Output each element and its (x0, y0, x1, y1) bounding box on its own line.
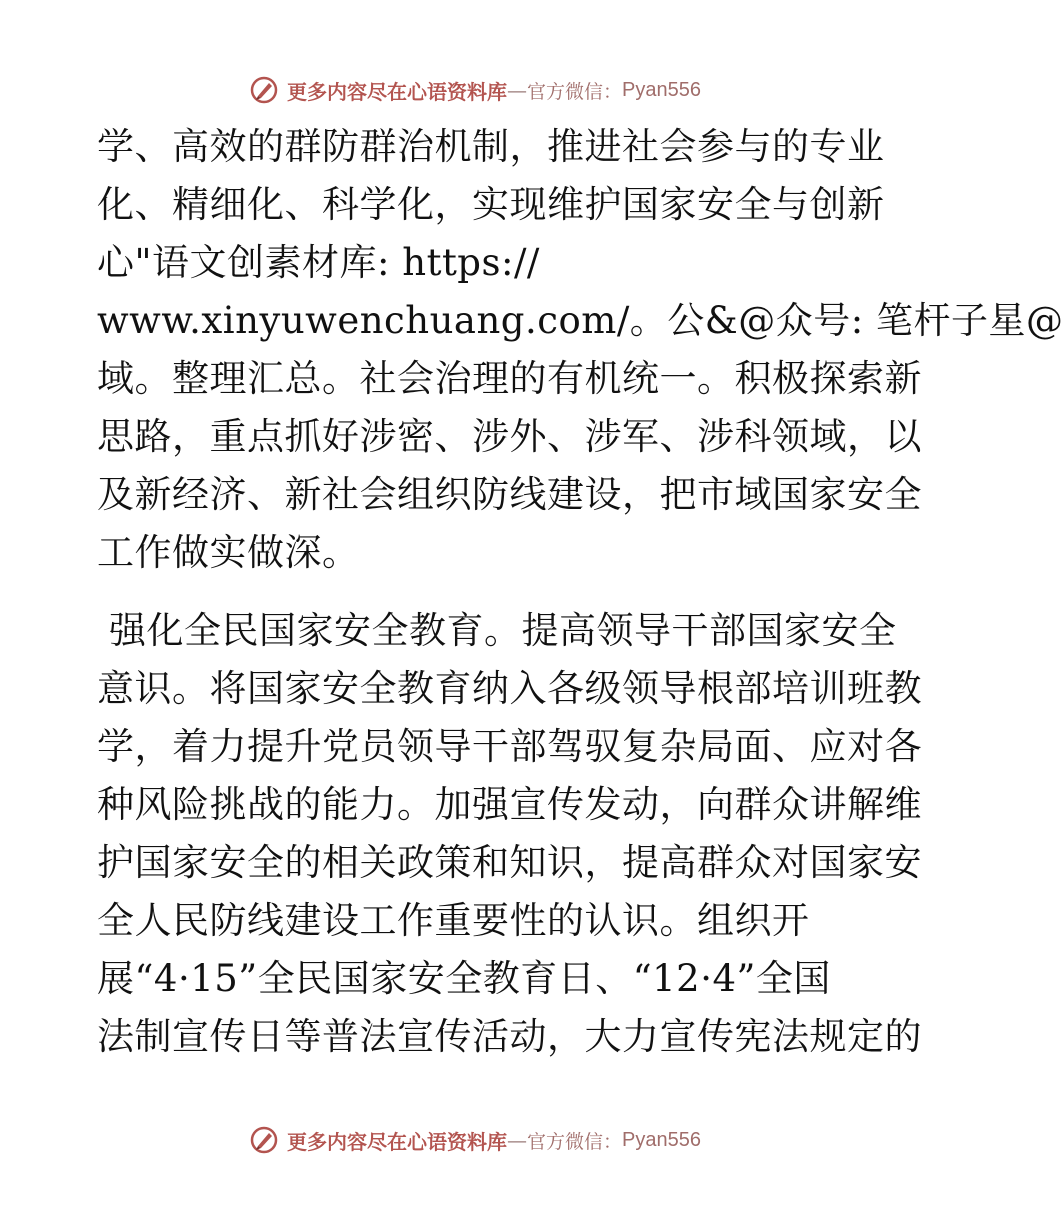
pen-logo-icon (249, 75, 279, 105)
paragraph-2 (97, 602, 922, 1066)
text-line: 域。整理汇总。社会治理的有机统一。积极探索新 (97, 357, 922, 400)
header-wechat-id: Pyan556 (622, 78, 701, 101)
text-line: 强化全民国家安全教育。提高领导干部国家安全 (109, 609, 897, 652)
header-separator: — (507, 78, 527, 102)
text-line: 全人民防线建设工作重要性的认识。组织开 (97, 899, 810, 942)
text-line: 学，着力提升党员领导干部驾驭复杂局面、应对各 (97, 725, 922, 768)
footer-wechat-label: 官方微信： (527, 1130, 623, 1153)
pen-logo-icon (249, 1125, 279, 1155)
header-wechat-label: 官方微信： (527, 80, 623, 103)
paragraph-1 (97, 118, 1063, 582)
text-line: 学、高效的群防群治机制，推进社会参与的专业 (97, 125, 885, 168)
footer-separator: — (507, 1128, 527, 1152)
text-line: 及新经济、新社会组织防线建设，把市域国家安全 (97, 473, 922, 516)
text-line: 工作做实做深。 (97, 531, 360, 574)
text-line: 心"语文创素材库: https:// (97, 241, 540, 284)
footer-text: 更多内容尽在心语资料库 (287, 1129, 507, 1154)
text-line: 思路，重点抓好涉密、涉外、涉军、涉科领域，以 (97, 415, 922, 458)
document-body (97, 118, 1063, 1066)
text-line: 护国家安全的相关政策和知识，提高群众对国家安 (97, 841, 922, 884)
text-line: 法制宣传日等普法宣传活动，大力宣传宪法规定的 (97, 1015, 922, 1058)
footer-banner (0, 1120, 950, 1160)
text-line: 意识。将国家安全教育纳入各级领导根部培训班教 (97, 667, 922, 710)
footer-wechat-id: Pyan556 (622, 1128, 701, 1151)
text-line: 展“4·15”全民国家安全教育日、“12·4”全国 (97, 957, 831, 1000)
header-text: 更多内容尽在心语资料库 (287, 79, 507, 104)
text-line: www.xinyuwenchuang.com/。公&@众号: 笔杆子星@ (97, 299, 1063, 342)
text-line: 种风险挑战的能力。加强宣传发动，向群众讲解维 (97, 783, 922, 826)
header-banner (0, 70, 950, 110)
text-line: 化、精细化、科学化，实现维护国家安全与创新 (97, 183, 885, 226)
